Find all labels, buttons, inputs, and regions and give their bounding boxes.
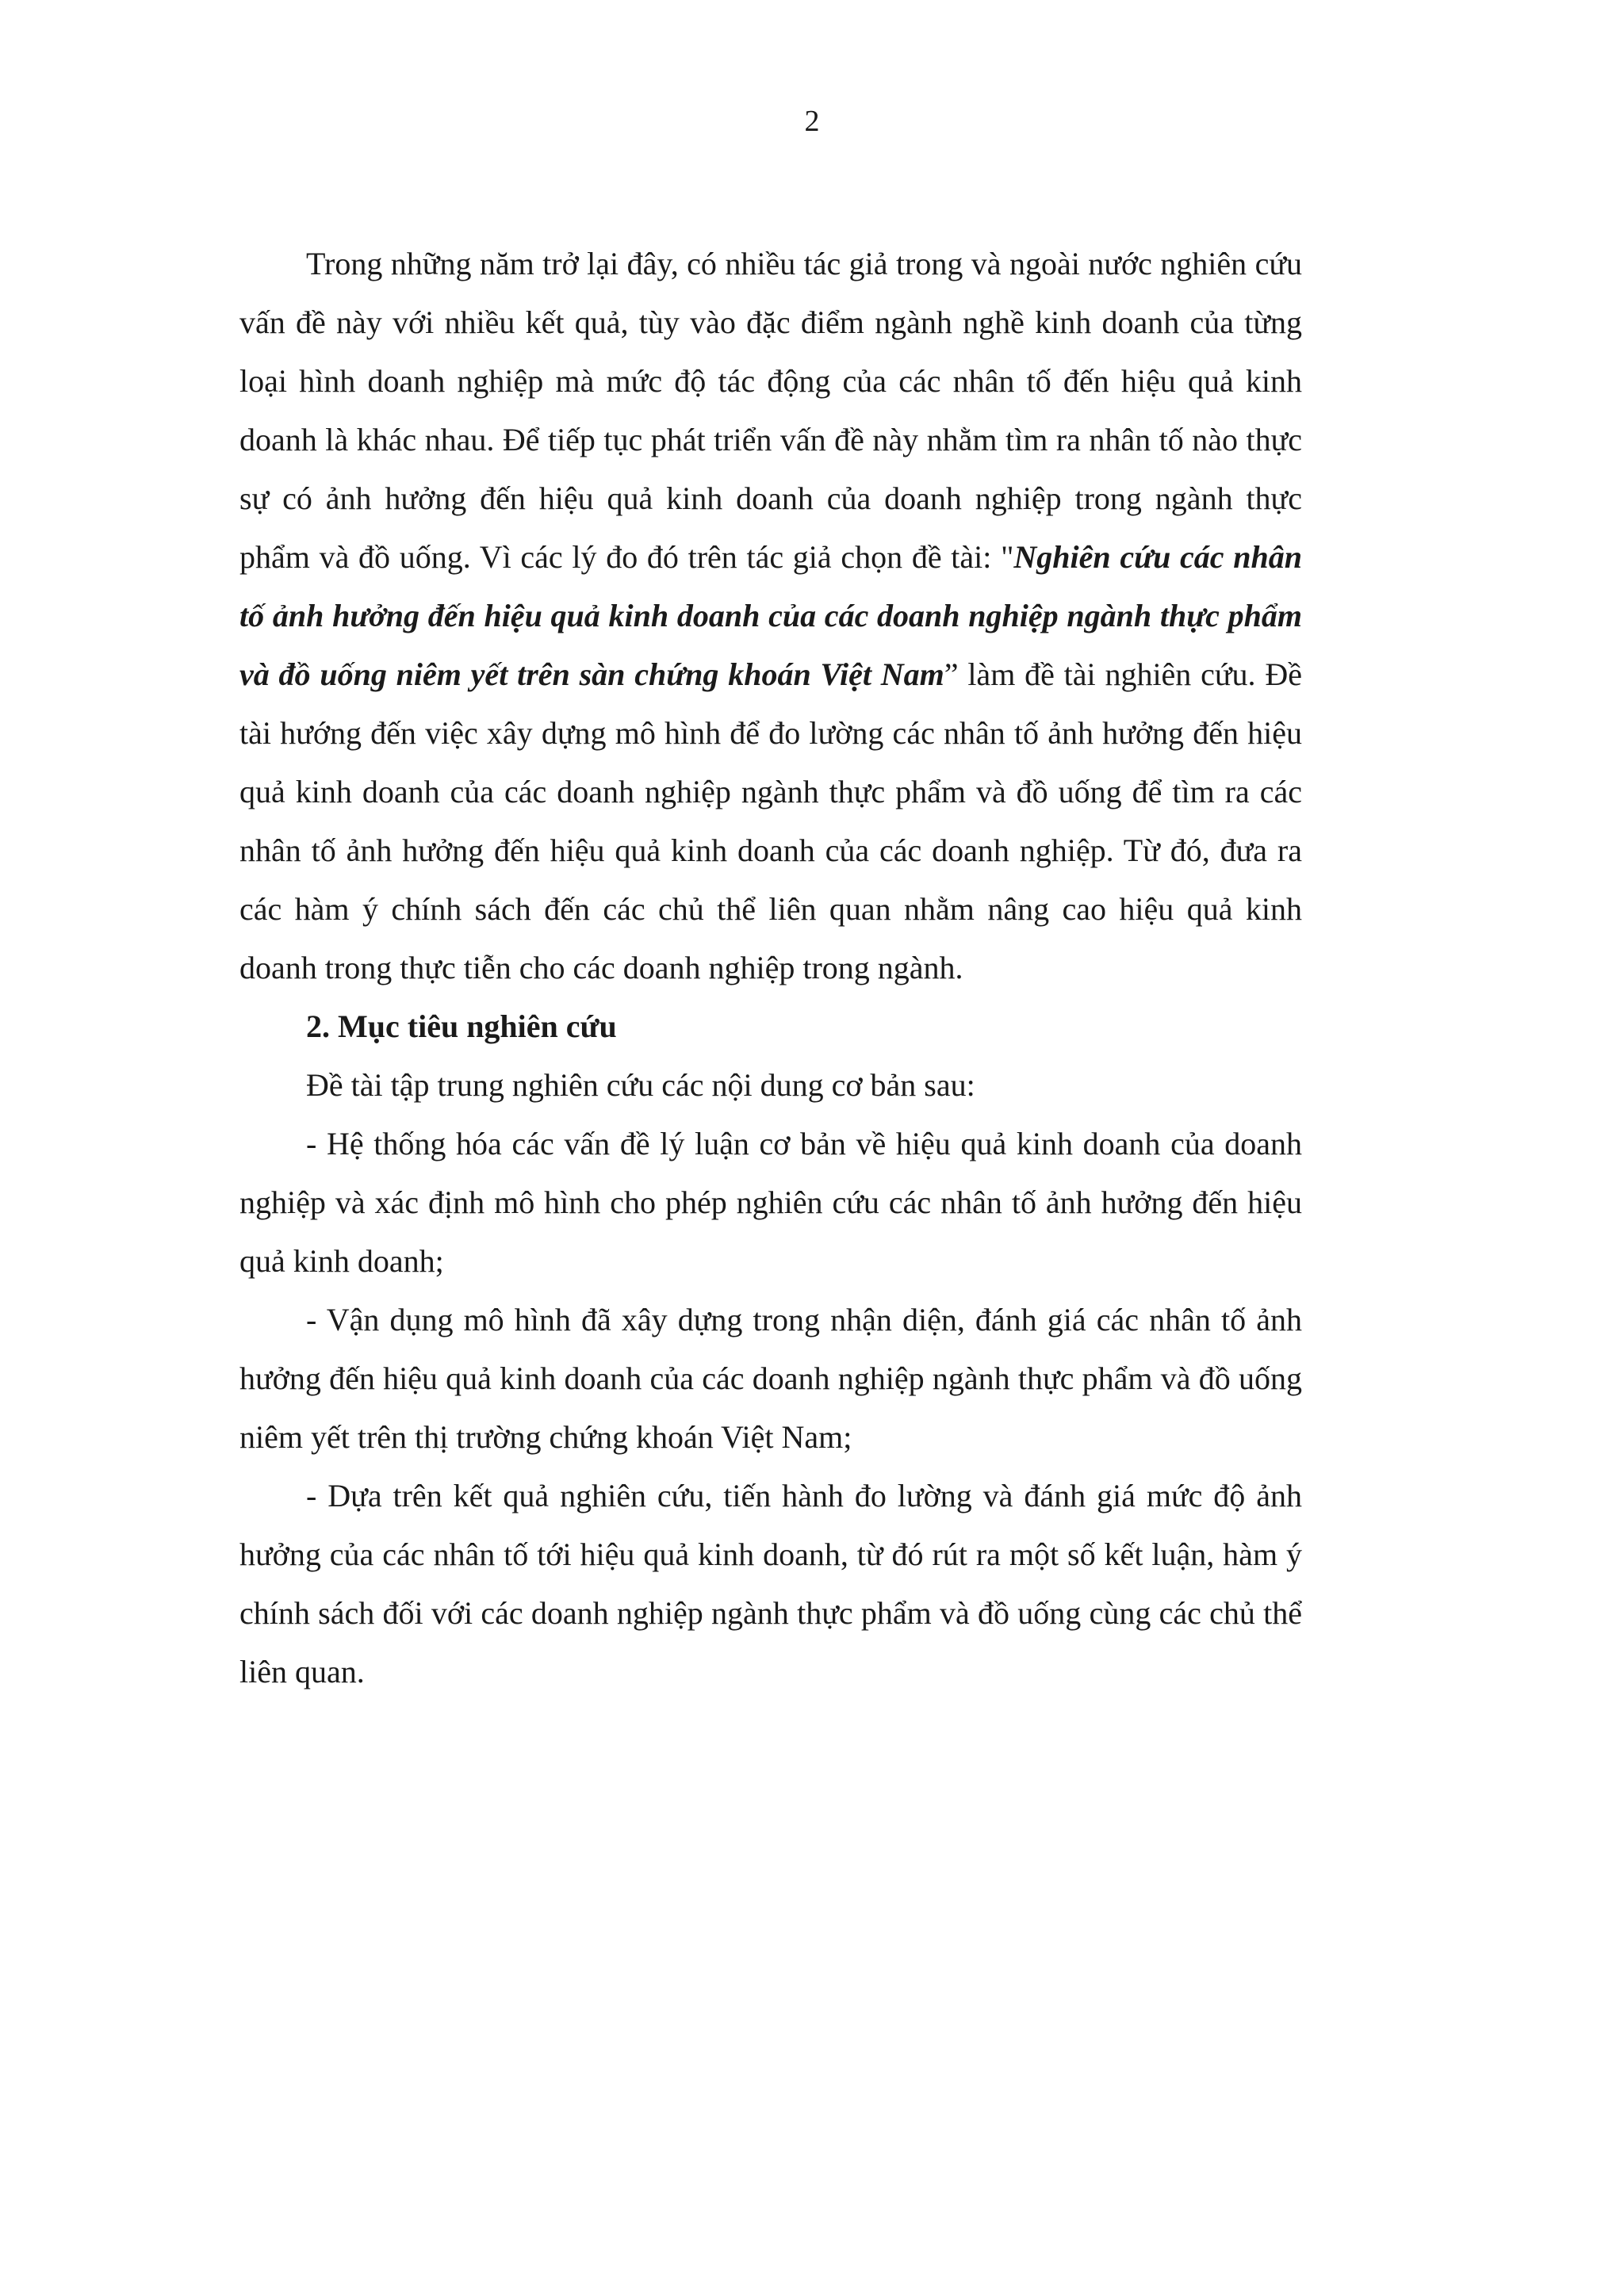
thesis-title: Nghiên cứu các nhân tố ảnh hưởng đến hiệu quả kinh doanh của các doanh nghiệp ngành thực phẩm và đồ uống niêm yết trên sàn chứng khoán Việt Nam xyxy=(239,539,1302,692)
intro-paragraph xyxy=(239,235,1302,997)
objective-item: - Hệ thống hóa các vấn đề lý luận cơ bản về hiệu quả kinh doanh của doanh nghiệp và xác định mô hình cho phép nghiên cứu các nhân tố ảnh hưởng đến hiệu quả kinh doanh; xyxy=(239,1126,1302,1279)
document-body xyxy=(239,235,1302,1701)
page-number: 2 xyxy=(804,105,820,138)
intro-text-before-title: Trong những năm trở lại đây, có nhiều tác giả trong và ngoài nước nghiên cứu vấn đề này với nhiều kết quả, tùy vào đặc điểm ngành nghề kinh doanh của từng loại hình doanh nghiệp mà mức độ tác động của các nhân tố đến hiệu quả kinh doanh là khác nhau. Để tiếp tục phát triển vấn đề này nhằm tìm ra nhân tố nào thực sự có ảnh hưởng đến hiệu quả kinh doanh của doanh nghiệp trong ngành thực phẩm và đồ uống. Vì các lý đo đó trên tác giả chọn đề tài: " xyxy=(239,246,1302,575)
intro-text-after-title: ” làm đề tài nghiên cứu. Đề tài hướng đến việc xây dựng mô hình để đo lường các nhân tố ảnh hưởng đến hiệu quả kinh doanh của các doanh nghiệp ngành thực phẩm và đồ uống để tìm ra các nhân tố ảnh hưởng đến hiệu quả kinh doanh của các doanh nghiệp. Từ đó, đưa ra các hàm ý chính sách đến các chủ thể liên quan nhằm nâng cao hiệu quả kinh doanh trong thực tiễn cho các doanh nghiệp trong ngành. xyxy=(239,656,1302,985)
section-heading: 2. Mục tiêu nghiên cứu xyxy=(306,1008,617,1044)
objective-item: - Vận dụng mô hình đã xây dựng trong nhận diện, đánh giá các nhân tố ảnh hưởng đến hiệu quả kinh doanh của các doanh nghiệp ngành thực phẩm và đồ uống niêm yết trên thị trường chứng khoán Việt Nam; xyxy=(239,1302,1302,1455)
section-intro: Đề tài tập trung nghiên cứu các nội dung cơ bản sau: xyxy=(306,1067,975,1103)
objective-item: - Dựa trên kết quả nghiên cứu, tiến hành đo lường và đánh giá mức độ ảnh hưởng của các nhân tố tới hiệu quả kinh doanh, từ đó rút ra một số kết luận, hàm ý chính sách đối với các doanh nghiệp ngành thực phẩm và đồ uống cùng các chủ thể liên quan. xyxy=(239,1478,1302,1689)
